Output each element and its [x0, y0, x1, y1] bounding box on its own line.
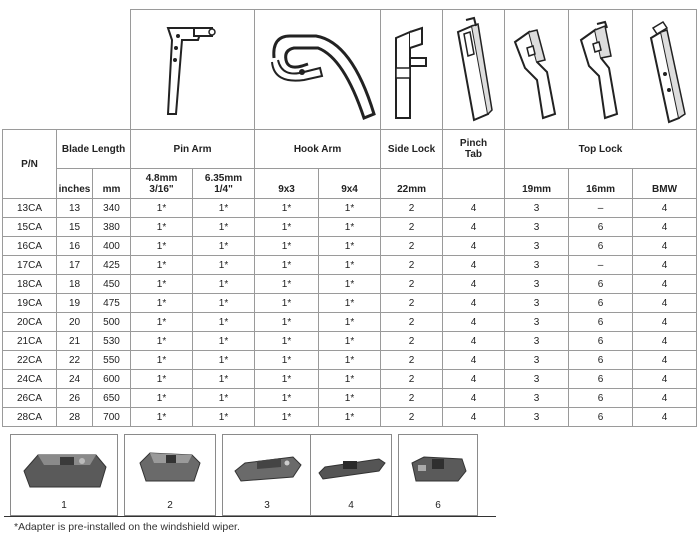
table-row	[3, 351, 697, 370]
table-cell: 380	[93, 218, 131, 237]
table-cell: 4	[633, 408, 697, 427]
table-cell: 4	[443, 256, 505, 275]
table-cell: 24	[57, 370, 93, 389]
table-cell: 1*	[255, 351, 319, 370]
table-cell: 4	[633, 218, 697, 237]
adapter-number: 1	[61, 500, 67, 511]
adapter-photo-1	[10, 434, 118, 516]
table-cell: 1*	[131, 351, 193, 370]
table-row	[3, 199, 697, 218]
adapter-number: 2	[167, 500, 173, 511]
pin-arm-image	[131, 10, 255, 130]
top-lock-16mm-icon	[571, 14, 631, 126]
table-cell: 1*	[193, 332, 255, 351]
adapter-photo-6	[398, 434, 478, 516]
table-cell: 340	[93, 199, 131, 218]
table-cell: 2	[381, 294, 443, 313]
table-cell: 6	[569, 408, 633, 427]
adapter-1-icon	[16, 441, 112, 497]
table-cell: 1*	[319, 389, 381, 408]
table-cell: 3	[505, 313, 569, 332]
table-cell: 1*	[193, 199, 255, 218]
table-cell: 3	[505, 294, 569, 313]
pin-6-35mm-subheader: 6.35mm 1/4"	[193, 169, 255, 199]
table-cell: 6	[569, 332, 633, 351]
table-cell: 1*	[131, 332, 193, 351]
table-cell: 18	[57, 275, 93, 294]
adapter-4-icon	[313, 441, 389, 497]
table-row	[3, 294, 697, 313]
table-cell: 2	[381, 237, 443, 256]
table-cell: 530	[93, 332, 131, 351]
table-cell: 1*	[193, 275, 255, 294]
adapter-photo-4	[310, 434, 392, 516]
table-row	[3, 332, 697, 351]
table-cell: 6	[569, 294, 633, 313]
blank-corner	[3, 10, 131, 130]
table-cell: 2	[381, 370, 443, 389]
inches-subheader: inches	[57, 169, 93, 199]
adapter-6-icon	[402, 441, 474, 497]
top-lock-header: Top Lock	[505, 130, 697, 169]
side-lock-image	[381, 10, 443, 130]
pinch-tab-image	[443, 10, 505, 130]
table-cell: 1*	[131, 313, 193, 332]
table-cell: 4	[633, 370, 697, 389]
table-cell: 1*	[255, 237, 319, 256]
table-cell: 2	[381, 256, 443, 275]
table-row	[3, 389, 697, 408]
table-cell: 2	[381, 408, 443, 427]
table-cell: 4	[443, 218, 505, 237]
adapter-photo-3	[222, 434, 312, 516]
table-cell: 3	[505, 332, 569, 351]
table-body	[3, 199, 697, 427]
table-cell: –	[569, 199, 633, 218]
table-cell: 1*	[131, 408, 193, 427]
table-cell: 1*	[319, 275, 381, 294]
table-cell: 1*	[193, 218, 255, 237]
table-cell: 1*	[131, 294, 193, 313]
table-cell: 1*	[319, 408, 381, 427]
table-cell: 1*	[193, 370, 255, 389]
pin-arm-header: Pin Arm	[131, 130, 255, 169]
table-cell: 1*	[319, 294, 381, 313]
hook-9x3-subheader: 9x3	[255, 169, 319, 199]
pinch-tab-header: Pinch Tab	[443, 130, 505, 169]
top-lock-19mm-image	[505, 10, 569, 130]
part-number-cell: 19CA	[3, 294, 57, 313]
table-cell: 1*	[193, 294, 255, 313]
footnote: *Adapter is pre-installed on the windshield wiper.	[14, 521, 240, 533]
table-cell: 2	[381, 313, 443, 332]
table-cell: 4	[443, 332, 505, 351]
table-cell: 1*	[255, 275, 319, 294]
table-cell: 22	[57, 351, 93, 370]
adapter-photos	[10, 434, 480, 516]
adapter-number: 4	[348, 500, 354, 511]
table-cell: 3	[505, 275, 569, 294]
table-cell: 6	[569, 370, 633, 389]
table-cell: 4	[633, 313, 697, 332]
table-cell: 1*	[319, 218, 381, 237]
hook-arm-header: Hook Arm	[255, 130, 381, 169]
table-cell: 1*	[193, 408, 255, 427]
adapter-3-icon	[227, 441, 307, 497]
table-cell: 4	[443, 294, 505, 313]
table-cell: 600	[93, 370, 131, 389]
table-cell: 550	[93, 351, 131, 370]
table-cell: 4	[633, 237, 697, 256]
table-cell: 3	[505, 351, 569, 370]
side-lock-22mm-subheader: 22mm	[381, 169, 443, 199]
table-cell: 6	[569, 389, 633, 408]
table-cell: –	[569, 256, 633, 275]
table-cell: 4	[443, 275, 505, 294]
table-cell: 4	[443, 237, 505, 256]
mm-subheader: mm	[93, 169, 131, 199]
table-cell: 3	[505, 218, 569, 237]
table-cell: 2	[381, 218, 443, 237]
table-cell: 1*	[131, 218, 193, 237]
table-cell: 3	[505, 370, 569, 389]
table-cell: 4	[443, 389, 505, 408]
table-cell: 1*	[255, 332, 319, 351]
top-lock-bmw-image	[633, 10, 697, 130]
table-cell: 1*	[255, 294, 319, 313]
table-cell: 19	[57, 294, 93, 313]
table-cell: 6	[569, 218, 633, 237]
table-cell: 16	[57, 237, 93, 256]
table-cell: 1*	[319, 332, 381, 351]
table-cell: 1*	[131, 370, 193, 389]
hook-arm-icon	[256, 14, 380, 126]
pinch-tab-icon	[444, 14, 504, 126]
table-cell: 1*	[319, 256, 381, 275]
table-cell: 20	[57, 313, 93, 332]
table-cell: 1*	[193, 237, 255, 256]
pin-4-8mm-subheader: 4.8mm 3/16"	[131, 169, 193, 199]
table-cell: 1*	[193, 389, 255, 408]
table-cell: 4	[633, 351, 697, 370]
pn-header: P/N	[3, 130, 57, 199]
table-cell: 400	[93, 237, 131, 256]
table-cell: 475	[93, 294, 131, 313]
table-cell: 4	[633, 199, 697, 218]
top-lock-16mm-subheader: 16mm	[569, 169, 633, 199]
part-number-cell: 13CA	[3, 199, 57, 218]
table-cell: 1*	[319, 199, 381, 218]
table-cell: 3	[505, 256, 569, 275]
table-cell: 1*	[255, 389, 319, 408]
table-cell: 1*	[319, 370, 381, 389]
hook-9x4-subheader: 9x4	[319, 169, 381, 199]
adapter-photo-2	[124, 434, 216, 516]
table-cell: 1*	[319, 351, 381, 370]
adapter-number: 6	[435, 500, 441, 511]
part-number-cell: 24CA	[3, 370, 57, 389]
blade-length-header: Blade Length	[57, 130, 131, 169]
table-row	[3, 408, 697, 427]
table-cell: 1*	[193, 256, 255, 275]
table-cell: 425	[93, 256, 131, 275]
table-cell: 2	[381, 389, 443, 408]
table-cell: 2	[381, 199, 443, 218]
table-cell: 3	[505, 237, 569, 256]
adapter-spec-table	[2, 9, 697, 427]
table-cell: 6	[569, 313, 633, 332]
table-row	[3, 218, 697, 237]
part-number-cell: 16CA	[3, 237, 57, 256]
table-cell: 15	[57, 218, 93, 237]
table-cell: 1*	[255, 313, 319, 332]
table-cell: 1*	[255, 408, 319, 427]
table-row	[3, 256, 697, 275]
table-cell: 4	[443, 408, 505, 427]
table-cell: 2	[381, 275, 443, 294]
table-cell: 1*	[319, 313, 381, 332]
table-cell: 1*	[255, 199, 319, 218]
table-cell: 4	[633, 389, 697, 408]
table-row	[3, 237, 697, 256]
table-cell: 1*	[131, 237, 193, 256]
table-cell: 700	[93, 408, 131, 427]
table-cell: 21	[57, 332, 93, 351]
part-number-cell: 21CA	[3, 332, 57, 351]
footnote-rule	[4, 516, 496, 517]
table-cell: 4	[633, 294, 697, 313]
part-number-cell: 28CA	[3, 408, 57, 427]
hook-arm-image	[255, 10, 381, 130]
table-cell: 500	[93, 313, 131, 332]
top-lock-bmw-icon	[635, 14, 695, 126]
table-cell: 26	[57, 389, 93, 408]
table-cell: 1*	[193, 351, 255, 370]
table-cell: 1*	[255, 218, 319, 237]
top-lock-19mm-subheader: 19mm	[505, 169, 569, 199]
table-cell: 2	[381, 351, 443, 370]
table-cell: 1*	[131, 275, 193, 294]
table-cell: 3	[505, 199, 569, 218]
table-cell: 1*	[131, 199, 193, 218]
top-lock-16mm-image	[569, 10, 633, 130]
table-cell: 1*	[255, 256, 319, 275]
table-cell: 1*	[131, 389, 193, 408]
table-cell: 1*	[319, 237, 381, 256]
pin-arm-icon	[138, 14, 248, 126]
table-row	[3, 313, 697, 332]
pinch-tab-subheader	[443, 169, 505, 199]
table-cell: 1*	[193, 313, 255, 332]
part-number-cell: 26CA	[3, 389, 57, 408]
part-number-cell: 15CA	[3, 218, 57, 237]
table-cell: 6	[569, 275, 633, 294]
top-lock-bmw-subheader: BMW	[633, 169, 697, 199]
table-cell: 6	[569, 237, 633, 256]
table-cell: 2	[381, 332, 443, 351]
table-cell: 4	[443, 199, 505, 218]
table-cell: 4	[443, 313, 505, 332]
top-lock-19mm-icon	[507, 14, 567, 126]
side-lock-header: Side Lock	[381, 130, 443, 169]
table-cell: 28	[57, 408, 93, 427]
table-cell: 6	[569, 351, 633, 370]
table-cell: 4	[443, 370, 505, 389]
table-cell: 4	[633, 332, 697, 351]
table-row	[3, 275, 697, 294]
table-cell: 4	[633, 256, 697, 275]
table-cell: 4	[633, 275, 697, 294]
table-cell: 3	[505, 408, 569, 427]
part-number-cell: 18CA	[3, 275, 57, 294]
table-cell: 3	[505, 389, 569, 408]
table-cell: 17	[57, 256, 93, 275]
side-lock-icon	[382, 14, 442, 126]
table-cell: 13	[57, 199, 93, 218]
table-cell: 650	[93, 389, 131, 408]
table-cell: 1*	[255, 370, 319, 389]
adapter-number: 3	[264, 500, 270, 511]
part-number-cell: 20CA	[3, 313, 57, 332]
table-row	[3, 370, 697, 389]
table-cell: 4	[443, 351, 505, 370]
adapter-2-icon	[130, 441, 210, 497]
table-cell: 450	[93, 275, 131, 294]
part-number-cell: 22CA	[3, 351, 57, 370]
table-cell: 1*	[131, 256, 193, 275]
part-number-cell: 17CA	[3, 256, 57, 275]
